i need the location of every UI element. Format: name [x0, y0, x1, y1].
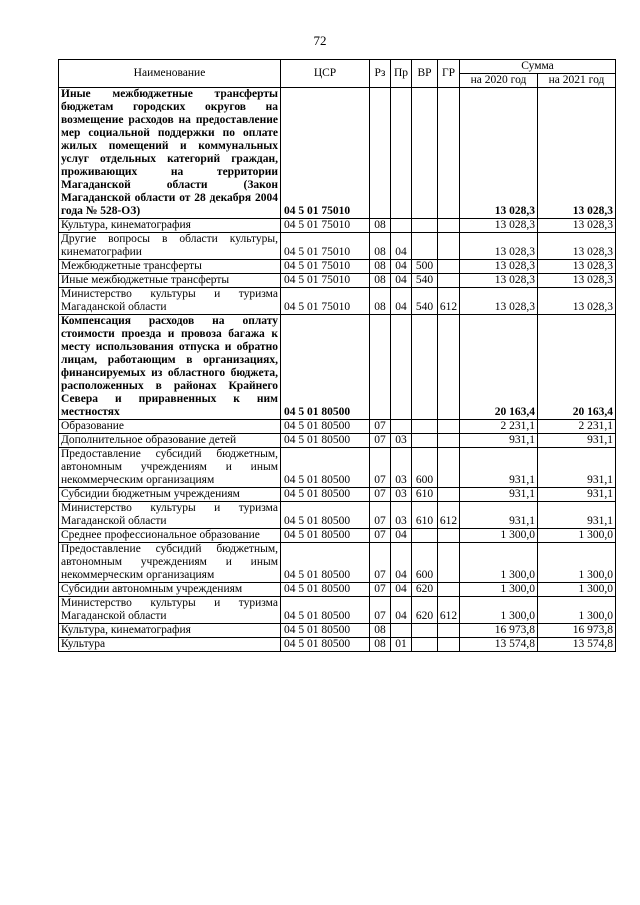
row-name: Субсидии автономным учреждениям: [59, 583, 281, 597]
row-sum-2021: 1 300,0: [538, 529, 616, 543]
row-rz: 07: [370, 597, 391, 624]
row-csr: 04 5 01 80500: [281, 597, 370, 624]
table-row: [59, 488, 616, 502]
row-gr: [438, 315, 460, 420]
row-csr: 04 5 01 75010: [281, 233, 370, 260]
row-vr: 540: [412, 288, 438, 315]
row-rz: 07: [370, 543, 391, 583]
row-vr: [412, 88, 438, 219]
row-pr: 04: [391, 274, 412, 288]
row-sum-2020: 13 028,3: [460, 88, 538, 219]
row-sum-2020: 931,1: [460, 434, 538, 448]
row-name: Иные межбюджетные трансферты: [59, 274, 281, 288]
row-vr: 620: [412, 597, 438, 624]
row-csr: 04 5 01 80500: [281, 502, 370, 529]
row-csr: 04 5 01 80500: [281, 638, 370, 652]
row-name: Предоставление субсидий бюджетным, автономным учреждениям и иным некоммерческим организациям: [59, 543, 281, 583]
row-vr: [412, 434, 438, 448]
row-gr: 612: [438, 502, 460, 529]
header-gr: ГР: [438, 60, 460, 88]
row-csr: 04 5 01 80500: [281, 448, 370, 488]
row-gr: [438, 529, 460, 543]
row-sum-2021: 1 300,0: [538, 583, 616, 597]
row-gr: 612: [438, 597, 460, 624]
row-sum-2020: 1 300,0: [460, 543, 538, 583]
row-sum-2020: 13 028,3: [460, 274, 538, 288]
row-gr: [438, 583, 460, 597]
row-vr: [412, 420, 438, 434]
table-row: [59, 260, 616, 274]
row-gr: [438, 638, 460, 652]
row-sum-2020: 20 163,4: [460, 315, 538, 420]
row-csr: 04 5 01 80500: [281, 543, 370, 583]
row-name: Культура: [59, 638, 281, 652]
row-gr: [438, 274, 460, 288]
row-vr: 540: [412, 274, 438, 288]
row-csr: 04 5 01 75010: [281, 219, 370, 233]
header-vr: ВР: [412, 60, 438, 88]
row-rz: 08: [370, 288, 391, 315]
row-gr: [438, 448, 460, 488]
table-row: [59, 315, 616, 420]
row-gr: [438, 488, 460, 502]
row-rz: 07: [370, 583, 391, 597]
row-sum-2021: 1 300,0: [538, 543, 616, 583]
row-pr: 04: [391, 233, 412, 260]
row-vr: 600: [412, 543, 438, 583]
table-row: [59, 288, 616, 315]
row-rz: 07: [370, 434, 391, 448]
row-gr: [438, 219, 460, 233]
row-name: Образование: [59, 420, 281, 434]
table-row: [59, 597, 616, 624]
row-sum-2021: 1 300,0: [538, 597, 616, 624]
row-csr: 04 5 01 80500: [281, 624, 370, 638]
row-rz: 08: [370, 260, 391, 274]
table-row: [59, 624, 616, 638]
row-rz: [370, 315, 391, 420]
budget-table: [58, 59, 616, 652]
row-rz: 08: [370, 233, 391, 260]
row-rz: 07: [370, 488, 391, 502]
row-csr: 04 5 01 80500: [281, 315, 370, 420]
row-sum-2020: 931,1: [460, 502, 538, 529]
row-name: Иные межбюджетные трансферты бюджетам городских округов на возмещение расходов на предоставление мер социальной поддержки по оплате жилых помещений и коммунальных услуг отдельных категорий граждан, проживающих на территории Магаданской области (Закон Магаданской области от 28 декабря 2004 года № 528-ОЗ): [59, 88, 281, 219]
row-pr: 04: [391, 597, 412, 624]
table-row: [59, 638, 616, 652]
header-pr: Пр: [391, 60, 412, 88]
row-sum-2021: 13 028,3: [538, 288, 616, 315]
row-csr: 04 5 01 75010: [281, 288, 370, 315]
row-vr: [412, 638, 438, 652]
row-name: Культура, кинематография: [59, 624, 281, 638]
row-gr: [438, 233, 460, 260]
row-sum-2021: 931,1: [538, 434, 616, 448]
row-vr: 610: [412, 502, 438, 529]
row-pr: 04: [391, 260, 412, 274]
row-pr: 03: [391, 434, 412, 448]
row-gr: [438, 434, 460, 448]
row-sum-2020: 931,1: [460, 488, 538, 502]
header-2021: на 2021 год: [538, 74, 616, 88]
row-rz: 07: [370, 420, 391, 434]
row-pr: 04: [391, 543, 412, 583]
row-vr: [412, 624, 438, 638]
row-sum-2021: 16 973,8: [538, 624, 616, 638]
row-rz: 08: [370, 638, 391, 652]
table-row: [59, 434, 616, 448]
row-rz: 08: [370, 219, 391, 233]
row-csr: 04 5 01 75010: [281, 88, 370, 219]
row-sum-2021: 13 028,3: [538, 260, 616, 274]
row-csr: 04 5 01 80500: [281, 529, 370, 543]
table-row: [59, 583, 616, 597]
row-rz: 07: [370, 529, 391, 543]
row-sum-2021: 13 028,3: [538, 274, 616, 288]
page-number: 72: [313, 33, 327, 48]
row-sum-2020: 931,1: [460, 448, 538, 488]
header-2020: на 2020 год: [460, 74, 538, 88]
row-vr: [412, 233, 438, 260]
header-csr: ЦСР: [281, 60, 370, 88]
row-sum-2020: 13 028,3: [460, 260, 538, 274]
row-vr: 500: [412, 260, 438, 274]
header-row: [59, 60, 616, 74]
row-name: Среднее профессиональное образование: [59, 529, 281, 543]
header-name: Наименование: [59, 60, 281, 88]
row-pr: 03: [391, 448, 412, 488]
row-pr: 03: [391, 488, 412, 502]
row-pr: 03: [391, 502, 412, 529]
row-vr: [412, 315, 438, 420]
row-sum-2020: 13 574,8: [460, 638, 538, 652]
row-rz: 08: [370, 274, 391, 288]
row-sum-2021: 13 574,8: [538, 638, 616, 652]
row-sum-2020: 13 028,3: [460, 288, 538, 315]
row-vr: 620: [412, 583, 438, 597]
row-gr: [438, 260, 460, 274]
row-pr: [391, 219, 412, 233]
row-pr: [391, 420, 412, 434]
row-pr: 04: [391, 583, 412, 597]
table-row: [59, 543, 616, 583]
table-row: [59, 274, 616, 288]
row-csr: 04 5 01 80500: [281, 583, 370, 597]
row-gr: [438, 624, 460, 638]
table-row: [59, 420, 616, 434]
row-rz: 07: [370, 502, 391, 529]
row-name: Межбюджетные трансферты: [59, 260, 281, 274]
row-rz: [370, 88, 391, 219]
row-sum-2021: 931,1: [538, 488, 616, 502]
row-name: Предоставление субсидий бюджетным, автономным учреждениям и иным некоммерческим организациям: [59, 448, 281, 488]
row-sum-2020: 2 231,1: [460, 420, 538, 434]
row-sum-2021: 931,1: [538, 448, 616, 488]
header-rz: Рз: [370, 60, 391, 88]
table-row: [59, 502, 616, 529]
row-sum-2021: 13 028,3: [538, 219, 616, 233]
row-sum-2020: 13 028,3: [460, 219, 538, 233]
row-sum-2021: 931,1: [538, 502, 616, 529]
row-pr: 04: [391, 529, 412, 543]
row-vr: [412, 529, 438, 543]
table-row: [59, 233, 616, 260]
row-csr: 04 5 01 75010: [281, 274, 370, 288]
row-name: Дополнительное образование детей: [59, 434, 281, 448]
row-pr: 04: [391, 288, 412, 315]
row-vr: 610: [412, 488, 438, 502]
row-sum-2020: 16 973,8: [460, 624, 538, 638]
row-gr: [438, 88, 460, 219]
row-csr: 04 5 01 80500: [281, 420, 370, 434]
table-row: [59, 448, 616, 488]
row-rz: 08: [370, 624, 391, 638]
row-gr: [438, 543, 460, 583]
row-sum-2021: 13 028,3: [538, 88, 616, 219]
table-row: [59, 88, 616, 219]
row-name: Министерство культуры и туризма Магаданской области: [59, 597, 281, 624]
table-row: [59, 529, 616, 543]
row-csr: 04 5 01 80500: [281, 434, 370, 448]
row-sum-2020: 1 300,0: [460, 597, 538, 624]
row-gr: 612: [438, 288, 460, 315]
row-name: Министерство культуры и туризма Магаданской области: [59, 288, 281, 315]
row-sum-2021: 13 028,3: [538, 233, 616, 260]
row-name: Субсидии бюджетным учреждениям: [59, 488, 281, 502]
row-sum-2020: 1 300,0: [460, 583, 538, 597]
row-sum-2020: 13 028,3: [460, 233, 538, 260]
row-name: Компенсация расходов на оплату стоимости проезда и провоза багажа к месту использования отпуска и обратно лицам, работающим в организациях, финансируемых из областного бюджета, расположенных в районах Крайнего Севера и приравненных к ним местностях: [59, 315, 281, 420]
row-pr: [391, 624, 412, 638]
row-name: Другие вопросы в области культуры, кинематографии: [59, 233, 281, 260]
table-body: [59, 88, 616, 652]
row-vr: 600: [412, 448, 438, 488]
row-pr: [391, 315, 412, 420]
header-sum: Сумма: [460, 60, 616, 74]
row-name: Культура, кинематография: [59, 219, 281, 233]
row-csr: 04 5 01 75010: [281, 260, 370, 274]
row-name: Министерство культуры и туризма Магаданской области: [59, 502, 281, 529]
row-vr: [412, 219, 438, 233]
row-sum-2021: 20 163,4: [538, 315, 616, 420]
row-pr: [391, 88, 412, 219]
row-pr: 01: [391, 638, 412, 652]
row-sum-2020: 1 300,0: [460, 529, 538, 543]
table-row: [59, 219, 616, 233]
row-gr: [438, 420, 460, 434]
row-csr: 04 5 01 80500: [281, 488, 370, 502]
row-rz: 07: [370, 448, 391, 488]
row-sum-2021: 2 231,1: [538, 420, 616, 434]
